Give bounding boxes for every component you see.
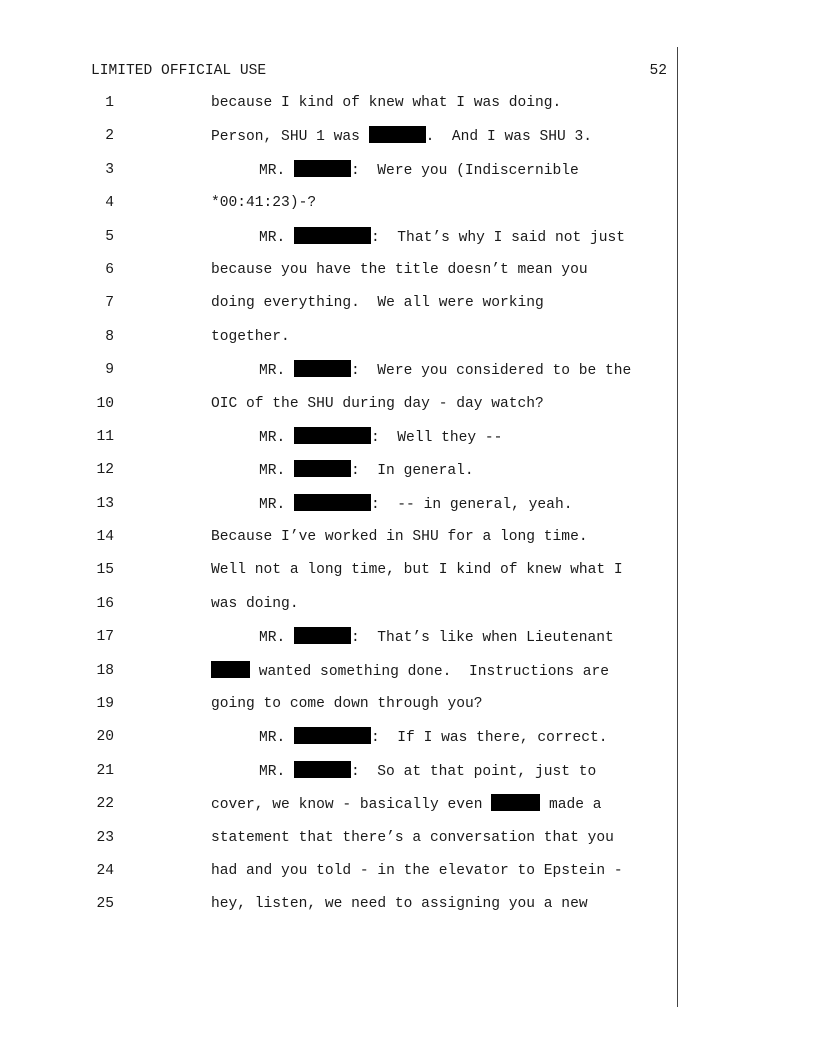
line-text: MR. : In general. bbox=[259, 460, 474, 481]
redaction-block bbox=[294, 360, 351, 377]
transcript-line bbox=[0, 427, 676, 460]
transcript-line bbox=[0, 160, 676, 193]
line-text: MR. : Were you considered to be the bbox=[259, 360, 631, 381]
redaction-block bbox=[491, 794, 540, 811]
transcript-line bbox=[0, 494, 676, 527]
redaction-block bbox=[294, 761, 351, 778]
line-number: 22 bbox=[96, 796, 114, 813]
transcript-line bbox=[0, 894, 676, 927]
line-text: OIC of the SHU during day - day watch? bbox=[211, 395, 544, 412]
line-text: Well not a long time, but I kind of knew what I bbox=[211, 562, 623, 579]
transcript-line bbox=[0, 93, 676, 126]
line-text: Person, SHU 1 was . And I was SHU 3. bbox=[211, 126, 592, 147]
transcript-lines bbox=[0, 93, 676, 928]
line-number: 15 bbox=[96, 562, 114, 579]
line-text: together. bbox=[211, 328, 290, 345]
transcript-line bbox=[0, 794, 676, 827]
line-text: had and you told - in the elevator to Epstein - bbox=[211, 862, 623, 879]
line-number: 5 bbox=[105, 228, 114, 245]
transcript-line bbox=[0, 560, 676, 593]
right-margin-rule bbox=[677, 47, 678, 1007]
redaction-block bbox=[369, 126, 426, 143]
line-number: 6 bbox=[105, 261, 114, 278]
transcript-line bbox=[0, 828, 676, 861]
redaction-block bbox=[294, 727, 371, 744]
line-text: because you have the title doesn’t mean you bbox=[211, 261, 588, 278]
page-number: 52 bbox=[649, 63, 667, 79]
line-text: going to come down through you? bbox=[211, 696, 483, 713]
line-text: MR. : That’s like when Lieutenant bbox=[259, 627, 614, 648]
line-number: 3 bbox=[105, 161, 114, 178]
redaction-block bbox=[294, 494, 371, 511]
line-number: 7 bbox=[105, 295, 114, 312]
transcript-line bbox=[0, 394, 676, 427]
line-number: 18 bbox=[96, 662, 114, 679]
line-number: 23 bbox=[96, 829, 114, 846]
transcript-line bbox=[0, 727, 676, 760]
redaction-block bbox=[294, 427, 371, 444]
line-number: 19 bbox=[96, 696, 114, 713]
transcript-line bbox=[0, 260, 676, 293]
transcript-line bbox=[0, 661, 676, 694]
line-text: hey, listen, we need to assigning you a new bbox=[211, 896, 588, 913]
redaction-block bbox=[211, 661, 250, 678]
redaction-block bbox=[294, 227, 371, 244]
line-number: 14 bbox=[96, 529, 114, 546]
line-text: wanted something done. Instructions are bbox=[211, 661, 609, 682]
line-number: 20 bbox=[96, 729, 114, 746]
line-number: 12 bbox=[96, 462, 114, 479]
transcript-line bbox=[0, 594, 676, 627]
transcript-line bbox=[0, 761, 676, 794]
redaction-block bbox=[294, 460, 351, 477]
line-text: MR. : So at that point, just to bbox=[259, 761, 596, 782]
transcript-line bbox=[0, 360, 676, 393]
line-number: 1 bbox=[105, 95, 114, 111]
line-text: Because I’ve worked in SHU for a long time. bbox=[211, 529, 588, 546]
line-number: 10 bbox=[96, 395, 114, 412]
line-number: 21 bbox=[96, 762, 114, 779]
transcript-line bbox=[0, 627, 676, 660]
line-number: 16 bbox=[96, 595, 114, 612]
line-text: MR. : Well they -- bbox=[259, 427, 502, 448]
line-number: 24 bbox=[96, 862, 114, 879]
line-text: MR. : If I was there, correct. bbox=[259, 727, 608, 748]
transcript-line bbox=[0, 293, 676, 326]
transcript-line bbox=[0, 227, 676, 260]
page-header bbox=[91, 61, 667, 81]
line-text: was doing. bbox=[211, 595, 299, 612]
transcript-line bbox=[0, 193, 676, 226]
line-text: MR. : That’s why I said not just bbox=[259, 227, 625, 248]
line-text: cover, we know - basically even made a bbox=[211, 794, 602, 815]
transcript-line bbox=[0, 861, 676, 894]
transcript-line bbox=[0, 527, 676, 560]
line-number: 4 bbox=[105, 195, 114, 212]
line-text: *00:41:23)-? bbox=[211, 195, 317, 212]
line-text: because I kind of knew what I was doing. bbox=[211, 95, 562, 111]
line-number: 8 bbox=[105, 328, 114, 345]
line-text: MR. : Were you (Indiscernible bbox=[259, 160, 579, 181]
classification-marking: LIMITED OFFICIAL USE bbox=[91, 63, 267, 79]
transcript-line bbox=[0, 694, 676, 727]
line-number: 13 bbox=[96, 495, 114, 512]
line-number: 2 bbox=[105, 128, 114, 145]
transcript-line bbox=[0, 327, 676, 360]
line-number: 9 bbox=[105, 362, 114, 379]
line-number: 11 bbox=[96, 428, 114, 445]
transcript-line bbox=[0, 126, 676, 159]
redaction-block bbox=[294, 627, 351, 644]
line-number: 17 bbox=[96, 629, 114, 646]
redaction-block bbox=[294, 160, 351, 177]
line-text: statement that there’s a conversation that you bbox=[211, 829, 614, 846]
line-number: 25 bbox=[96, 896, 114, 913]
line-text: doing everything. We all were working bbox=[211, 295, 544, 312]
line-text: MR. : -- in general, yeah. bbox=[259, 494, 572, 515]
transcript-line bbox=[0, 460, 676, 493]
